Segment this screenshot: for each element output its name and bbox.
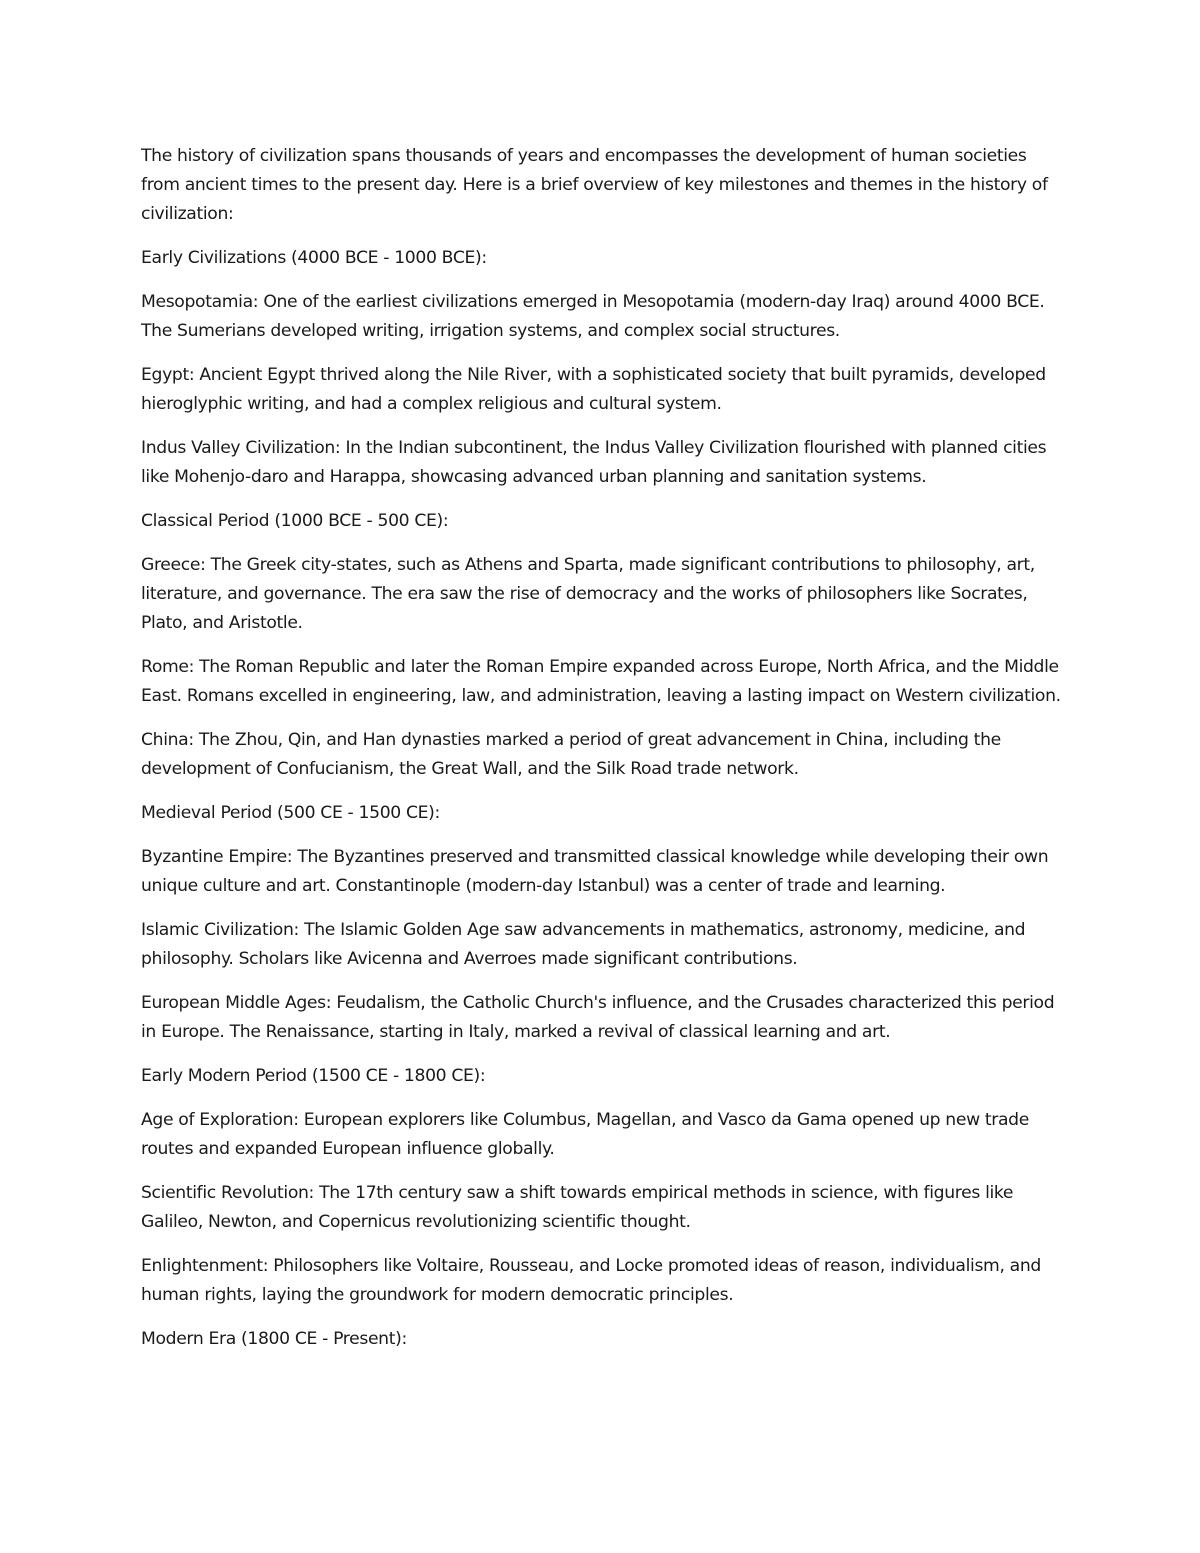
section-heading-classical-period: Classical Period (1000 BCE - 500 CE): — [141, 511, 449, 531]
paragraph-age-of-exploration: Age of Exploration: European explorers like Columbus, Magellan, and Vasco da Gama opened up new trade routes and expanded European influence globally. — [141, 1110, 1029, 1159]
paragraph-scientific-revolution: Scientific Revolution: The 17th century saw a shift towards empirical methods in science, with figures like Galileo, Newton, and Copernicus revolutionizing scientific thought. — [141, 1183, 1014, 1232]
paragraph-enlightenment: Enlightenment: Philosophers like Voltaire, Rousseau, and Locke promoted ideas of reason, individualism, and human rights, laying the groundwork for modern democratic principles. — [141, 1256, 1041, 1305]
paragraph-european-middle-ages: European Middle Ages: Feudalism, the Catholic Church's influence, and the Crusades characterized this period in Europe. The Renaissance, starting in Italy, marked a revival of classical learning and art. — [141, 993, 1055, 1042]
section-heading-early-modern-period: Early Modern Period (1500 CE - 1800 CE): — [141, 1066, 486, 1086]
document-body — [141, 142, 1066, 1369]
paragraph-egypt: Egypt: Ancient Egypt thrived along the Nile River, with a sophisticated society that built pyramids, developed hieroglyphic writing, and had a complex religious and cultural system. — [141, 365, 1046, 414]
paragraph-indus-valley: Indus Valley Civilization: In the Indian subcontinent, the Indus Valley Civilization flourished with planned cities like Mohenjo-daro and Harappa, showcasing advanced urban planning and sanitation systems. — [141, 438, 1047, 487]
intro-paragraph: The history of civilization spans thousands of years and encompasses the development of human societies from ancient times to the present day. Here is a brief overview of key milestones and themes in the history of civilization: — [141, 146, 1048, 224]
paragraph-mesopotamia: Mesopotamia: One of the earliest civilizations emerged in Mesopotamia (modern-day Iraq) around 4000 BCE. The Sumerians developed writing, irrigation systems, and complex social structures. — [141, 292, 1045, 341]
paragraph-rome: Rome: The Roman Republic and later the Roman Empire expanded across Europe, North Africa, and the Middle East. Romans excelled in engineering, law, and administration, leaving a lasting impact on Western civilization. — [141, 657, 1061, 706]
paragraph-greece: Greece: The Greek city-states, such as Athens and Sparta, made significant contributions to philosophy, art, literature, and governance. The era saw the rise of democracy and the works of philosophers like Socrates, Plato, and Aristotle. — [141, 555, 1035, 633]
section-heading-early-civilizations: Early Civilizations (4000 BCE - 1000 BCE): — [141, 248, 487, 268]
paragraph-china: China: The Zhou, Qin, and Han dynasties marked a period of great advancement in China, including the development of Confucianism, the Great Wall, and the Silk Road trade network. — [141, 730, 1001, 779]
paragraph-islamic-civilization: Islamic Civilization: The Islamic Golden Age saw advancements in mathematics, astronomy, medicine, and philosophy. Scholars like Avicenna and Averroes made significant contributions. — [141, 920, 1026, 969]
section-heading-modern-era: Modern Era (1800 CE - Present): — [141, 1329, 407, 1349]
section-heading-medieval-period: Medieval Period (500 CE - 1500 CE): — [141, 803, 440, 823]
paragraph-byzantine-empire: Byzantine Empire: The Byzantines preserved and transmitted classical knowledge while developing their own unique culture and art. Constantinople (modern-day Istanbul) was a center of trade and learning. — [141, 847, 1049, 896]
